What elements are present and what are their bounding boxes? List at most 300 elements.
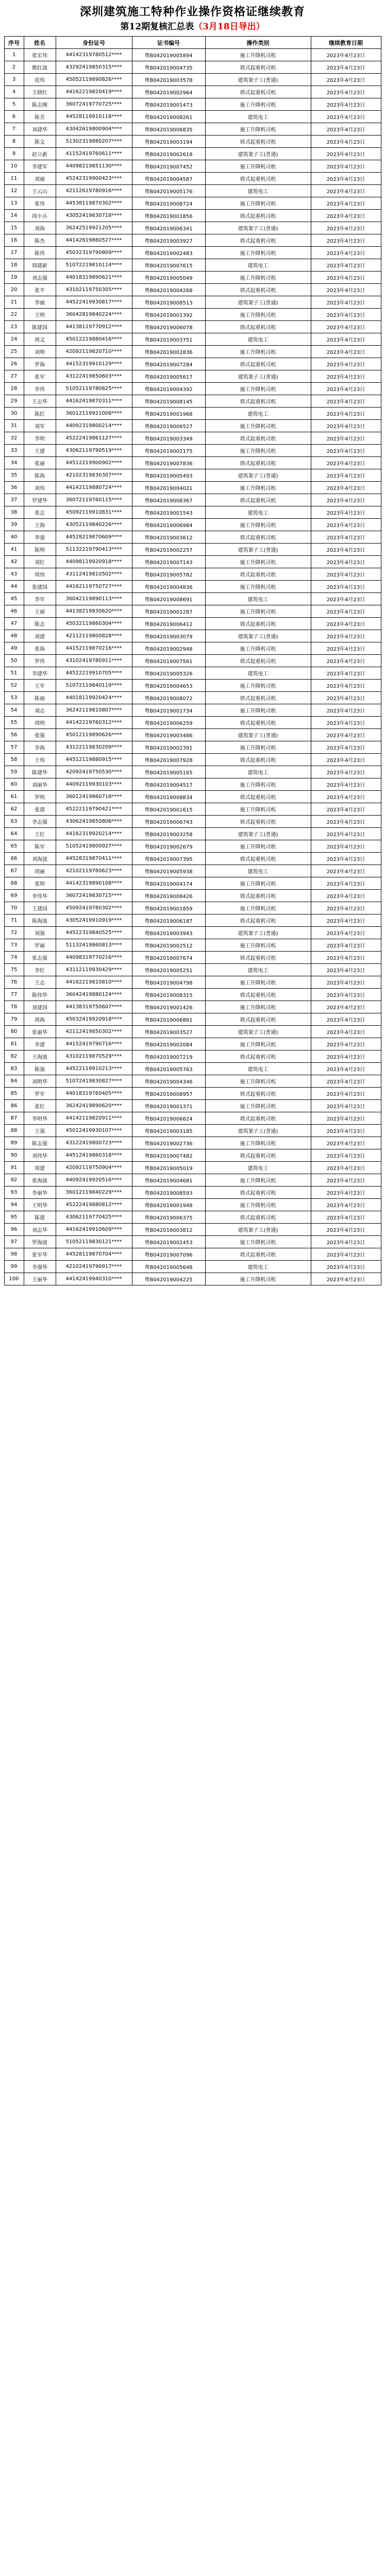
table-row [4, 309, 381, 321]
cell-type: 塔式起重机司机 [205, 1187, 311, 1199]
table-row [4, 123, 381, 135]
cell-name: 罗海波 [24, 1236, 56, 1248]
cell-date: 2023年4月23日 [311, 98, 381, 111]
cell-type: 施工升降机司机 [205, 741, 311, 754]
table-row [4, 457, 381, 469]
cell-id: 44162319920214**** [56, 828, 132, 840]
cell-seq: 38 [4, 506, 24, 519]
cell-date: 2023年4月23日 [311, 135, 381, 148]
cell-id: 44142119880724**** [56, 482, 132, 494]
cell-cert: 粤B042019008513 [132, 296, 205, 309]
table-row [4, 370, 381, 383]
cell-seq: 75 [4, 964, 24, 976]
cell-date: 2023年4月23日 [311, 618, 381, 630]
cell-cert: 粤B042019001968 [132, 408, 205, 420]
cell-seq: 42 [4, 556, 24, 568]
cell-type: 施工升降机司机 [205, 98, 311, 111]
cell-id: 42112619780916**** [56, 185, 132, 197]
cell-id: 36042819840224**** [56, 309, 132, 321]
table-row [4, 642, 381, 655]
table-row [4, 902, 381, 914]
cell-name: 张军 [24, 370, 56, 383]
cell-type: 施工升降机司机 [205, 123, 311, 135]
cell-id: 45222419861127**** [56, 432, 132, 445]
table-row [4, 778, 381, 791]
cell-seq: 12 [4, 185, 24, 197]
table-row [4, 296, 381, 309]
cell-type: 施工升降机司机 [205, 877, 311, 890]
cell-seq: 47 [4, 618, 24, 630]
cell-name: 张丽华 [24, 1026, 56, 1038]
table-row [4, 1236, 381, 1248]
cell-type: 施工升降机司机 [205, 704, 311, 717]
header-id: 身份证号 [56, 37, 132, 49]
table-row [4, 160, 381, 173]
cell-name: 熊红波 [24, 61, 56, 74]
table-row [4, 98, 381, 111]
cell-date: 2023年4月23日 [311, 754, 381, 766]
cell-date: 2023年4月23日 [311, 296, 381, 309]
cell-seq: 43 [4, 568, 24, 581]
cell-seq: 78 [4, 1001, 24, 1013]
cell-cert: 粤B042019007836 [132, 457, 205, 469]
cell-name: 周伟 [24, 568, 56, 581]
cell-type: 塔式起重机司机 [205, 1248, 311, 1261]
cell-date: 2023年4月23日 [311, 395, 381, 408]
table-row [4, 408, 381, 420]
cell-seq: 73 [4, 939, 24, 952]
cell-cert: 粤B042019008261 [132, 111, 205, 123]
cell-name: 陈志强 [24, 1137, 56, 1149]
cell-seq: 68 [4, 877, 24, 890]
cell-seq: 54 [4, 704, 24, 717]
cell-name: 罗明 [24, 791, 56, 803]
cell-name: 王海波 [24, 1050, 56, 1063]
cell-name: 王晓红 [24, 86, 56, 98]
cell-id: 43102119750305**** [56, 284, 132, 296]
cell-type: 施工升降机司机 [205, 160, 311, 173]
cell-id: 45032419920918**** [56, 1013, 132, 1026]
cell-date: 2023年4月23日 [311, 309, 381, 321]
cell-cert: 粤B042019005938 [132, 865, 205, 877]
cell-id: 44528319870411**** [56, 853, 132, 865]
cell-seq: 23 [4, 321, 24, 333]
cell-name: 王丽华 [24, 1273, 56, 1285]
cell-type: 建筑架子工(普通) [205, 1026, 311, 1038]
cell-cert: 粤B042019008834 [132, 791, 205, 803]
cell-cert: 粤B042019006835 [132, 123, 205, 135]
cell-id: 44138319750607**** [56, 1001, 132, 1013]
cell-id: 42092419750530**** [56, 766, 132, 778]
cell-date: 2023年4月23日 [311, 803, 381, 816]
cell-type: 塔式起重机司机 [205, 754, 311, 766]
cell-seq: 22 [4, 309, 24, 321]
cell-date: 2023年4月23日 [311, 791, 381, 803]
cell-seq: 20 [4, 284, 24, 296]
cell-id: 42112119800828**** [56, 630, 132, 642]
table-row [4, 1248, 381, 1261]
cell-seq: 99 [4, 1261, 24, 1273]
cell-name: 刘红 [24, 556, 56, 568]
cell-date: 2023年4月23日 [311, 890, 381, 902]
cell-id: 44098319770216**** [56, 952, 132, 964]
cell-type: 施工升降机司机 [205, 840, 311, 853]
cell-name: 周丽 [24, 865, 56, 877]
cell-id: 44162119750727**** [56, 581, 132, 593]
cell-date: 2023年4月23日 [311, 1075, 381, 1088]
cell-seq: 89 [4, 1137, 24, 1149]
cell-type: 施工升降机司机 [205, 581, 311, 593]
cell-name: 罗伟 [24, 655, 56, 667]
table-row [4, 1001, 381, 1013]
cell-date: 2023年4月23日 [311, 210, 381, 222]
cell-type: 塔式起重机司机 [205, 86, 311, 98]
table-row [4, 618, 381, 630]
cell-cert: 粤B042019005648 [132, 1261, 205, 1273]
table-body [4, 49, 381, 1285]
table-row [4, 754, 381, 766]
cell-date: 2023年4月23日 [311, 939, 381, 952]
table-row [4, 49, 381, 61]
cell-type: 建筑架子工(普通) [205, 630, 311, 642]
table-row [4, 210, 381, 222]
cell-seq: 15 [4, 222, 24, 234]
cell-id: 36012119921008**** [56, 408, 132, 420]
cell-id: 44098219851130**** [56, 160, 132, 173]
cell-type: 塔式起重机司机 [205, 816, 311, 828]
cell-name: 刘丽华 [24, 778, 56, 791]
cell-id: 36072419770725**** [56, 98, 132, 111]
cell-type: 施工升降机司机 [205, 1273, 311, 1285]
cell-cert: 粤B042019005049 [132, 272, 205, 284]
cell-name: 张强 [24, 729, 56, 741]
cell-date: 2023年4月23日 [311, 346, 381, 358]
cell-name: 王云山 [24, 185, 56, 197]
cell-id: 36072419830715**** [56, 890, 132, 902]
cell-date: 2023年4月23日 [311, 457, 381, 469]
cell-cert: 粤B042019002948 [132, 642, 205, 655]
cell-cert: 粤B042019005894 [132, 49, 205, 61]
cell-name: 陈志刚 [24, 98, 56, 111]
table-row [4, 655, 381, 667]
cell-id: 42102419790917**** [56, 1261, 132, 1273]
cell-date: 2023年4月23日 [311, 408, 381, 420]
cell-type: 塔式起重机司机 [205, 890, 311, 902]
cell-seq: 87 [4, 1112, 24, 1125]
cell-id: 43122419850603**** [56, 370, 132, 383]
cell-type: 塔式起重机司机 [205, 432, 311, 445]
cell-id: 44528119870704**** [56, 1248, 132, 1261]
cell-name: 陈丽 [24, 692, 56, 704]
cell-date: 2023年4月23日 [311, 877, 381, 890]
cell-date: 2023年4月23日 [311, 840, 381, 853]
table-row [4, 853, 381, 865]
cell-date: 2023年4月23日 [311, 370, 381, 383]
cell-id: 44018319890621**** [56, 272, 132, 284]
table-row [4, 766, 381, 778]
cell-id: 51302319880207**** [56, 135, 132, 148]
cell-name: 陈伟 [24, 247, 56, 259]
cell-type: 施工升降机司机 [205, 778, 311, 791]
cell-name: 陈海波 [24, 914, 56, 927]
cell-id: 45012119890626**** [56, 729, 132, 741]
table-row [4, 605, 381, 618]
cell-cert: 粤B042019006375 [132, 1211, 205, 1224]
cell-type: 塔式起重机司机 [205, 568, 311, 581]
cell-id: 44152419790716**** [56, 1038, 132, 1050]
cell-type: 塔式起重机司机 [205, 61, 311, 74]
cell-id: 45222419880812**** [56, 1199, 132, 1211]
cell-cert: 粤B042019007219 [132, 1050, 205, 1063]
cell-cert: 粤B042019005782 [132, 568, 205, 581]
cell-id: 44138219930620**** [56, 605, 132, 618]
document-subtitle [0, 20, 385, 34]
cell-seq: 50 [4, 655, 24, 667]
cell-cert: 粤B042019002257 [132, 544, 205, 556]
cell-name: 王建国 [24, 902, 56, 914]
cell-cert: 粤B042019004836 [132, 581, 205, 593]
table-row [4, 506, 381, 519]
cell-date: 2023年4月23日 [311, 420, 381, 432]
cell-seq: 80 [4, 1026, 24, 1038]
cell-date: 2023年4月23日 [311, 1199, 381, 1211]
table-row [4, 259, 381, 272]
cell-seq: 46 [4, 605, 24, 618]
cell-seq: 28 [4, 383, 24, 395]
table-row [4, 135, 381, 148]
cell-name: 刘伟华 [24, 1149, 56, 1162]
document-title: 深圳建筑施工特种作业操作资格证继续教育 [79, 5, 305, 19]
cell-type: 施工升降机司机 [205, 1137, 311, 1149]
cell-type: 建筑架子工(普通) [205, 296, 311, 309]
cell-type: 建筑电工 [205, 111, 311, 123]
cell-cert: 粤B042019005617 [132, 370, 205, 383]
cell-date: 2023年4月23日 [311, 1224, 381, 1236]
cell-type: 建筑架子工(普通) [205, 927, 311, 939]
cell-seq: 49 [4, 642, 24, 655]
cell-name: 刘明 [24, 346, 56, 358]
cell-name: 李丽华 [24, 1187, 56, 1199]
cell-id: 44522319840525**** [56, 927, 132, 939]
cell-cert: 粤B042019007674 [132, 952, 205, 964]
cell-seq: 70 [4, 902, 24, 914]
cell-name: 张平 [24, 284, 56, 296]
cell-name: 刘建华 [24, 123, 56, 135]
cell-cert: 粤B042019001859 [132, 902, 205, 914]
table-row [4, 840, 381, 853]
cell-type: 建筑架子工(普通) [205, 1125, 311, 1137]
cell-type: 塔式起重机司机 [205, 1112, 311, 1125]
cell-date: 2023年4月23日 [311, 568, 381, 581]
cell-type: 施工升降机司机 [205, 247, 311, 259]
cell-date: 2023年4月23日 [311, 544, 381, 556]
cell-id: 41152419760611**** [56, 148, 132, 160]
cell-cert: 粤B042019003185 [132, 1125, 205, 1137]
cell-type: 塔式起重机司机 [205, 284, 311, 296]
cell-type: 建筑电工 [205, 1063, 311, 1075]
cell-name: 李伟 [24, 383, 56, 395]
cell-seq: 59 [4, 766, 24, 778]
cell-type: 施工升降机司机 [205, 1100, 311, 1112]
table-row [4, 952, 381, 964]
table-row [4, 482, 381, 494]
cell-type: 施工升降机司机 [205, 197, 311, 210]
table-row [4, 222, 381, 234]
cell-name: 张宏伟 [24, 49, 56, 61]
table-row [4, 556, 381, 568]
cell-name: 王明华 [24, 1199, 56, 1211]
table-row [4, 1112, 381, 1125]
cell-cert: 粤B042019006861 [132, 1013, 205, 1026]
cell-cert: 粤B042019001392 [132, 309, 205, 321]
cell-seq: 4 [4, 86, 24, 98]
cell-id: 43292419850315**** [56, 61, 132, 74]
cell-id: 42112419850302**** [56, 1026, 132, 1038]
cell-type: 建筑电工 [205, 865, 311, 877]
cell-cert: 粤B042019003751 [132, 333, 205, 346]
cell-seq: 82 [4, 1050, 24, 1063]
cell-cert: 粤B042019001948 [132, 1199, 205, 1211]
cell-name: 罗军 [24, 1088, 56, 1100]
cell-seq: 76 [4, 976, 24, 989]
cell-cert: 粤B042019004392 [132, 383, 205, 395]
cell-seq: 17 [4, 247, 24, 259]
cell-id: 51052419800927**** [56, 840, 132, 853]
cell-type: 施工升降机司机 [205, 1038, 311, 1050]
cell-id: 44512219900902**** [56, 457, 132, 469]
cell-type: 塔式起重机司机 [205, 234, 311, 247]
cell-name: 李建军 [24, 160, 56, 173]
cell-date: 2023年4月23日 [311, 1088, 381, 1100]
cell-type: 施工升降机司机 [205, 272, 311, 284]
table-row [4, 111, 381, 123]
cell-name: 刘伟 [24, 482, 56, 494]
cell-seq: 51 [4, 667, 24, 680]
cell-id: 43052419910919**** [56, 914, 132, 927]
table-row [4, 1100, 381, 1112]
cell-id: 44538119870302**** [56, 197, 132, 210]
cell-seq: 8 [4, 135, 24, 148]
cell-id: 44018119920424**** [56, 692, 132, 704]
table-header-row [4, 37, 381, 49]
cell-seq: 85 [4, 1088, 24, 1100]
cell-id: 36042419880124**** [56, 989, 132, 1001]
cell-cert: 粤B042019001615 [132, 803, 205, 816]
cell-date: 2023年4月23日 [311, 778, 381, 791]
cell-id: 36012419860718**** [56, 791, 132, 803]
cell-seq: 18 [4, 259, 24, 272]
cell-type: 建筑电工 [205, 259, 311, 272]
table-row [4, 1075, 381, 1088]
cell-name: 刘海波 [24, 853, 56, 865]
cell-cert: 粤B042019002175 [132, 445, 205, 457]
cell-type: 塔式起重机司机 [205, 494, 311, 506]
cell-id: 44162419910609**** [56, 1224, 132, 1236]
cell-date: 2023年4月23日 [311, 49, 381, 61]
cell-seq: 91 [4, 1162, 24, 1174]
cell-date: 2023年4月23日 [311, 667, 381, 680]
cell-name: 范伟 [24, 74, 56, 86]
cell-seq: 37 [4, 494, 24, 506]
cell-id: 36242419890620**** [56, 1100, 132, 1112]
cell-id: 44152119870216**** [56, 642, 132, 655]
cell-cert: 粤B042019001734 [132, 704, 205, 717]
cell-date: 2023年4月23日 [311, 1001, 381, 1013]
table-row [4, 247, 381, 259]
cell-type: 施工升降机司机 [205, 642, 311, 655]
cell-type: 施工升降机司机 [205, 1236, 311, 1248]
cell-type: 施工升降机司机 [205, 556, 311, 568]
cell-date: 2023年4月23日 [311, 383, 381, 395]
cell-name: 周建新 [24, 259, 56, 272]
table-row [4, 1038, 381, 1050]
cell-type: 施工升降机司机 [205, 1075, 311, 1088]
cell-id: 36072119760115**** [56, 494, 132, 506]
table-row [4, 976, 381, 989]
cell-name: 陈志 [24, 618, 56, 630]
cell-name: 王明 [24, 309, 56, 321]
cell-cert: 粤B042019008724 [132, 197, 205, 210]
table-row [4, 741, 381, 754]
cell-id: 43122419800723**** [56, 1137, 132, 1149]
cell-type: 建筑电工 [205, 1261, 311, 1273]
cell-date: 2023年4月23日 [311, 766, 381, 778]
cell-cert: 粤B042019001426 [132, 1001, 205, 1013]
cell-name: 张军华 [24, 1248, 56, 1261]
cell-type: 建筑电工 [205, 593, 311, 605]
table-row [4, 704, 381, 717]
cell-id: 51052119780825**** [56, 383, 132, 395]
cell-date: 2023年4月23日 [311, 828, 381, 840]
table-row [4, 816, 381, 828]
cell-id: 45092419780302**** [56, 902, 132, 914]
cell-date: 2023年4月23日 [311, 680, 381, 692]
cell-type: 施工升降机司机 [205, 605, 311, 618]
cell-name: 李红 [24, 964, 56, 976]
cell-cert: 粤B042019003812 [132, 1224, 205, 1236]
cell-cert: 粤B042019003349 [132, 432, 205, 445]
cell-seq: 1 [4, 49, 24, 61]
cell-name: 王军 [24, 680, 56, 692]
cell-date: 2023年4月23日 [311, 865, 381, 877]
cell-id: 44138119770912**** [56, 321, 132, 333]
cell-date: 2023年4月23日 [311, 1137, 381, 1149]
cell-id: 44528219870609**** [56, 531, 132, 544]
cell-type: 塔式起重机司机 [205, 914, 311, 927]
table-row [4, 803, 381, 816]
table-row [4, 531, 381, 544]
cell-date: 2023年4月23日 [311, 1063, 381, 1075]
cell-date: 2023年4月23日 [311, 630, 381, 642]
cell-cert: 粤B042019005493 [132, 469, 205, 482]
cell-cert: 粤B042019004681 [132, 1174, 205, 1187]
subtitle-note: （3月18日导出） [194, 22, 265, 32]
cell-cert: 粤B042019004174 [132, 877, 205, 890]
cell-type: 建筑架子工(普通) [205, 544, 311, 556]
cell-id: 43062119770425**** [56, 1211, 132, 1224]
cell-id: 44152319910129**** [56, 358, 132, 370]
cell-id: 43052119840226**** [56, 519, 132, 531]
cell-id: 44092419920516**** [56, 1174, 132, 1187]
cell-name: 刘海 [24, 222, 56, 234]
cell-type: 塔式起重机司机 [205, 618, 311, 630]
cell-type: 塔式起重机司机 [205, 457, 311, 469]
cell-cert: 粤B042019008315 [132, 989, 205, 1001]
cell-date: 2023年4月23日 [311, 86, 381, 98]
cell-date: 2023年4月23日 [311, 494, 381, 506]
cell-id: 44092119930103**** [56, 778, 132, 791]
cell-type: 塔式起重机司机 [205, 358, 311, 370]
